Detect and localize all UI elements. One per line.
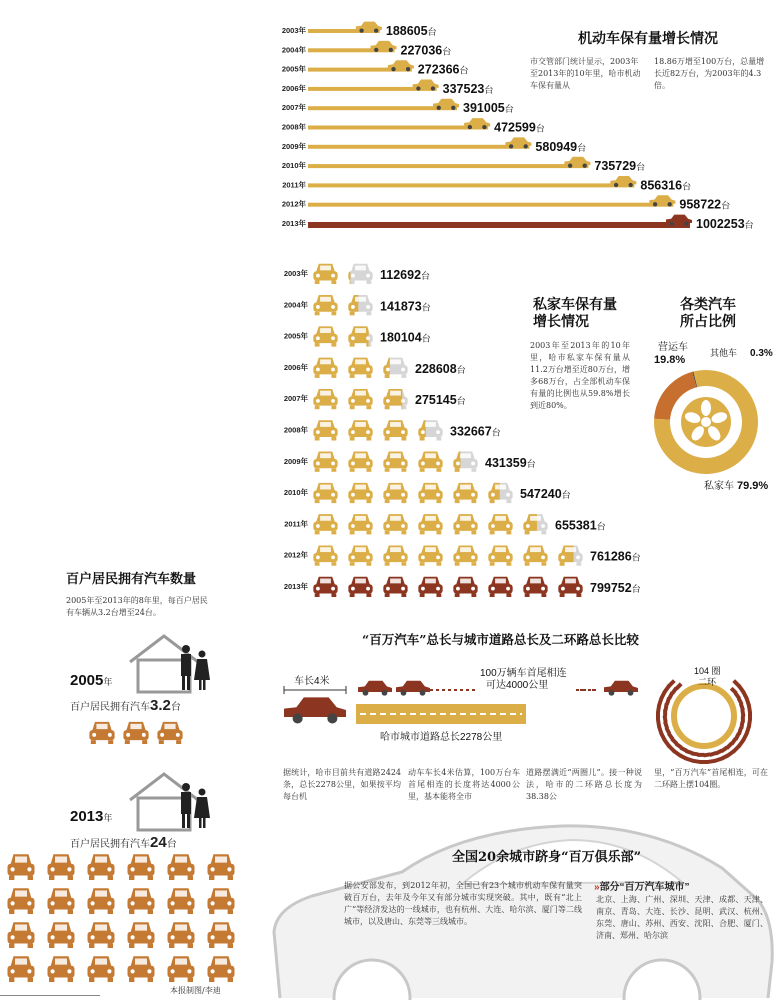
road-length-label: 哈市城市道路总长2278公里	[380, 732, 503, 743]
cars-line2: 可达4000公里	[486, 680, 549, 691]
ring-name: 二环	[698, 677, 717, 687]
car-front-icon	[313, 420, 337, 440]
car-front-icon	[418, 483, 442, 503]
private-car-desc: 2003年至2013年的10年里，哈市私家车保有量从11.2万台增至近80万台，增多68万台，占全部机动车保有量的比例也从59.8%增长到近80%。	[530, 341, 630, 410]
length-para-1: 据统计，哈市目前共有道路2424条，总长2278公里，如果按平均每台机	[283, 768, 401, 801]
length-compare-title: “百万汽车”总长与城市道路总长及二环路总长比较	[362, 632, 639, 647]
bar1-year: 2006年	[281, 83, 306, 93]
million-club-body: 据公安部发布，到2012年初，全国已有23个城市机动车保有量突破百万台，去年及今年又有部分城市实现突破。其中，既有“北上广”等经济发达的一线城市，也有杭州、大连、哈尔滨、厦门等二线城市，以及唐山、东莞等三线城市。	[344, 881, 582, 926]
bar1-year: 2003年	[281, 26, 306, 35]
car-front-icon	[348, 420, 372, 440]
bar2-year: 2012年	[283, 550, 308, 560]
bar2-year: 2010年	[283, 488, 308, 498]
car-front-icon	[313, 483, 337, 503]
car-front-icon	[313, 545, 337, 565]
bar1-year: 2007年	[281, 103, 306, 113]
car-front-icon	[128, 854, 155, 880]
car-front-icon	[383, 483, 407, 503]
car-front-icon	[348, 545, 372, 565]
ring-count: 104 圈	[694, 666, 721, 676]
car-front-icon	[418, 577, 442, 597]
bar1-value: 580949台	[535, 139, 587, 154]
car-front-icon	[453, 577, 477, 597]
bar1-value: 735729台	[594, 159, 646, 174]
bar2-year: 2011年	[284, 519, 308, 529]
car-front-icon	[383, 577, 407, 597]
year-2013-suffix: 年	[103, 813, 113, 823]
bar2-year: 2009年	[283, 456, 308, 466]
ratio-donut-chart	[640, 336, 776, 496]
car-front-icon	[313, 452, 337, 472]
private-car-title-line2: 增长情况	[533, 314, 589, 330]
car-front-icon	[88, 854, 115, 880]
car-front-icon	[313, 514, 337, 534]
car-front-icon	[313, 264, 337, 284]
car-front-icon	[48, 888, 75, 914]
ratio-title	[680, 297, 736, 331]
bar1-value: 472599台	[494, 120, 545, 135]
car-front-icon	[48, 854, 75, 880]
bar2-year: 2006年	[283, 362, 308, 372]
car-front-icon	[8, 888, 35, 914]
qita-value: 0.3%	[750, 348, 773, 359]
family-icon	[174, 644, 216, 692]
bar2-value: 141873台	[380, 299, 431, 314]
wheel-icon	[672, 388, 740, 456]
bottom-rule	[0, 995, 100, 996]
bar1-year: 2010年	[281, 161, 306, 171]
car-front-icon	[383, 514, 407, 534]
bar2-year: 2008年	[283, 425, 308, 435]
per-hundred-2005-value: 3.2	[150, 697, 171, 714]
car-front-icon	[168, 956, 195, 982]
bar2-value: 332667台	[450, 424, 501, 439]
car-front-icon	[128, 956, 155, 982]
family-icon-2013	[174, 782, 216, 830]
car-front-icon	[157, 722, 182, 744]
length-para-2: 动车车长4米估算，100万台车首尾相连的长度将达4000公里，基本能将全市	[408, 768, 520, 801]
car-front-icon	[313, 389, 337, 409]
car-front-icon	[348, 389, 372, 409]
year-2005	[70, 672, 112, 689]
car-length-label: 车长4米	[294, 676, 330, 687]
bar1-value: 272366台	[417, 62, 469, 77]
car-front-icon	[313, 326, 337, 346]
bar2-value: 799752台	[590, 581, 641, 595]
car-front-icon	[88, 922, 115, 948]
car-front-icon	[8, 854, 35, 880]
car-front-icon	[418, 452, 442, 472]
per-hundred-2005-label: 百户居民拥有汽车	[70, 702, 150, 713]
qita-label: 其他车	[710, 348, 738, 358]
bar2-value: 761286台	[590, 549, 641, 564]
car-front-icon	[453, 483, 477, 503]
million-cities-title-text: 部分“百万汽车城市”	[599, 882, 690, 893]
car-front-icon	[313, 358, 337, 378]
car-front-icon	[523, 545, 547, 565]
car-side-icon	[284, 697, 346, 723]
ring-road-icon	[656, 679, 752, 764]
year-2013	[70, 808, 112, 825]
per-hundred-2013-value: 24	[150, 834, 167, 851]
car-front-icon	[348, 483, 372, 503]
car-front-icon	[8, 956, 35, 982]
car-front-icon	[383, 420, 407, 440]
private-car-title-line1: 私家车保有量	[533, 297, 617, 313]
per-hundred-2013-label: 百户居民拥有汽车	[70, 839, 150, 850]
car-front-icon	[123, 722, 148, 744]
length-compare-graphic	[280, 660, 776, 766]
car-front-icon	[348, 514, 372, 534]
car-front-icon	[348, 577, 372, 597]
car-front-icon	[523, 577, 547, 597]
cars-2005-icons	[88, 718, 198, 748]
million-cities-title	[594, 878, 690, 893]
yingyun-label: 营运车	[658, 342, 688, 353]
car-side-icon	[604, 681, 638, 696]
cars-line1: 100万辆车首尾相连	[480, 668, 567, 679]
motor-vehicle-desc-left: 市交管部门统计显示，2003年至2013年的10年里，哈市机动车保有量从	[530, 57, 641, 90]
car-front-icon	[208, 922, 235, 948]
million-club-title: 全国20余城市跻身“百万俱乐部”	[452, 850, 642, 865]
car-front-icon	[418, 514, 442, 534]
car-side-icon	[396, 681, 430, 696]
bar2-year: 2004年	[283, 300, 308, 310]
cars-2013-icons	[6, 852, 246, 988]
car-front-icon	[313, 577, 337, 597]
bar1-value: 391005台	[463, 101, 514, 116]
car-icon	[284, 697, 346, 723]
car-front-icon	[208, 854, 235, 880]
bar1-value: 337523台	[442, 81, 494, 96]
credit: 本报制图/李迪	[170, 986, 221, 995]
bar2-value: 228608台	[415, 361, 466, 376]
car-front-icon	[488, 514, 512, 534]
bar2-value: 275145台	[415, 393, 466, 408]
per-hundred-title: 百户居民拥有汽车数量	[66, 572, 197, 587]
bar1-year: 2011年	[282, 180, 306, 190]
car-front-icon	[128, 922, 155, 948]
bar1-value: 1002253台	[696, 217, 754, 231]
car-front-icon	[383, 545, 407, 565]
per-hundred-desc: 2005年至2013年的8年里，每百户居民有车辆从3.2台增至24台。	[66, 596, 208, 617]
car-front-icon	[488, 545, 512, 565]
car-front-icon	[383, 452, 407, 472]
car-front-icon	[418, 545, 442, 565]
sijia-label: 私家车	[704, 481, 734, 492]
bar2-year: 2003年	[283, 269, 308, 278]
ratio-title-line1: 各类汽车	[680, 297, 736, 313]
bar1-value: 188605台	[385, 24, 437, 38]
car-front-icon	[453, 545, 477, 565]
bar1-year: 2008年	[281, 122, 306, 132]
car-front-icon	[168, 888, 195, 914]
per-hundred-2013	[70, 834, 177, 851]
bar2-value: 547240台	[520, 487, 571, 502]
bar2-value: 655381台	[555, 518, 606, 533]
bar2-year: 2007年	[283, 394, 308, 404]
ratio-title-line2: 所占比例	[680, 314, 736, 330]
million-cities-list: 北京、上海、广州、深圳、天津、成都、天津、南京、青岛、大连、长沙、昆明、武汉、杭州、东莞、唐山、苏州、西安、沈阳、合肥、厦门、济南、郑州、哈尔滨	[596, 895, 768, 940]
car-front-icon	[8, 922, 35, 948]
car-front-icon	[348, 358, 372, 378]
bar2-year: 2013年	[283, 582, 308, 591]
bar1-value: 227036台	[400, 43, 452, 58]
sijia-value: 79.9%	[737, 480, 769, 492]
car-front-icon	[453, 514, 477, 534]
car-front-icon	[128, 888, 155, 914]
motor-vehicle-desc-right: 18.86万增至100万台，总量增长近82万台，为2003年的4.3倍。	[654, 57, 765, 90]
bar1-year: 2005年	[281, 64, 306, 74]
bar1-year: 2009年	[281, 141, 306, 151]
car-front-icon	[88, 888, 115, 914]
arrow-icon: »	[594, 882, 600, 893]
per-hundred-2013-unit: 台	[166, 839, 177, 850]
car-front-icon	[48, 922, 75, 948]
bar2-value: 431359台	[485, 455, 536, 470]
year-2005-num: 2005	[70, 672, 104, 689]
motor-vehicle-title: 机动车保有量增长情况	[578, 31, 718, 47]
car-front-icon	[348, 452, 372, 472]
year-2005-suffix: 年	[103, 677, 113, 687]
car-front-icon	[488, 577, 512, 597]
car-front-icon	[168, 922, 195, 948]
bar1-value: 856316台	[640, 178, 692, 193]
bar2-value: 112692台	[380, 268, 431, 282]
bar1-year: 2013年	[281, 219, 306, 228]
car-front-icon	[313, 295, 337, 315]
yingyun-value: 19.8%	[654, 354, 686, 366]
length-para-3: 道路摆满近“两圈儿”。接一种说法，哈市的二环路总长度为38.38公	[526, 768, 642, 801]
car-front-icon	[558, 577, 582, 597]
car-front-icon	[348, 264, 372, 284]
car-front-icon	[208, 956, 235, 982]
bar1-year: 2012年	[281, 199, 306, 209]
per-hundred-2005	[70, 697, 181, 714]
bar2-year: 2005年	[283, 331, 308, 341]
length-para-4: 里，“百万汽车”首尾相连，可在二环路上摆104圈。	[654, 768, 768, 789]
car-front-icon	[48, 956, 75, 982]
car-front-icon	[89, 722, 114, 744]
car-side-icon	[358, 681, 392, 696]
year-2013-num: 2013	[70, 808, 104, 825]
bar1-value: 958722台	[679, 197, 731, 212]
car-front-icon	[88, 956, 115, 982]
bar2-value: 180104台	[380, 330, 431, 345]
car-front-icon	[168, 854, 195, 880]
car-front-icon	[208, 888, 235, 914]
bar1-year: 2004年	[281, 45, 306, 55]
per-hundred-2005-unit: 台	[170, 702, 181, 713]
